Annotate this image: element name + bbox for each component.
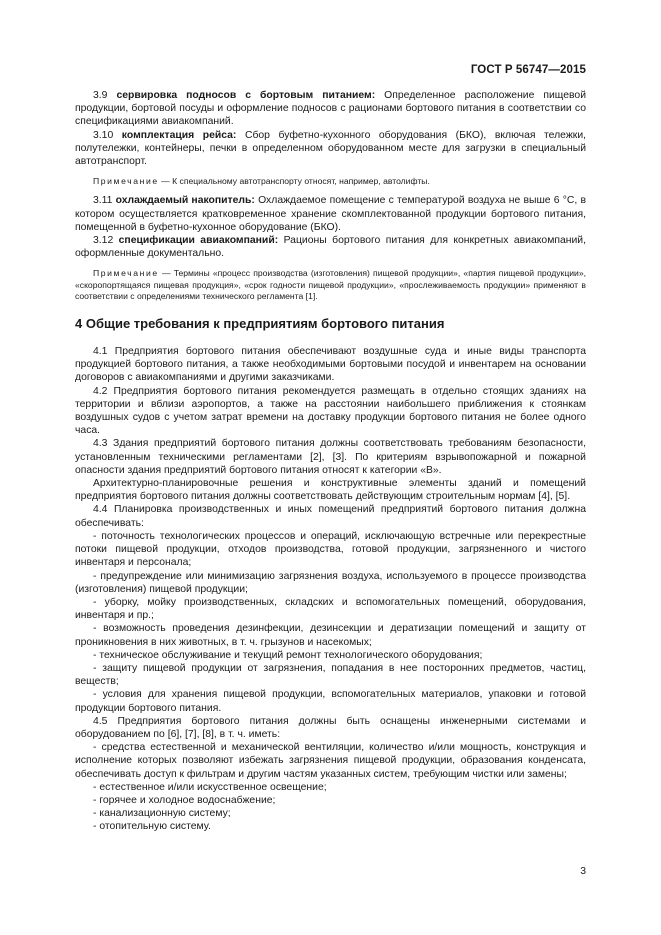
list-item: - предупреждение или минимизацию загрязнения воздуха, используемого в процессе производства (изготовления) пищевой продукции;: [75, 570, 586, 595]
section-heading: 4 Общие требования к предприятиям бортового питания: [75, 316, 445, 332]
note-text: — Термины «процесс производства (изготовления) пищевой продукции», «партия пищевой продукции», «скоропортящаяся пищевая продукция», «срок годности пищевой продукции», «прослеживаемость продукции» применяют в соответствии с определениями технического регламента [1].: [75, 268, 587, 301]
item-number: 3.10: [93, 129, 114, 141]
list-item: - горячее и холодное водоснабжение;: [93, 794, 276, 806]
note-label: Примечание: [93, 268, 159, 279]
list-item: - естественное и/или искусственное освещение;: [93, 781, 327, 793]
paragraph-4-4: 4.4 Планировка производственных и иных помещений предприятий бортового питания должна обеспечивать:: [75, 504, 586, 529]
item-number: 3.12: [93, 235, 114, 247]
page-number: 3: [580, 866, 586, 877]
term: сервировка подносов с бортовым питанием:: [116, 90, 376, 101]
paragraph-4-3: 4.3 Здания предприятий бортового питания должны соответствовать требованиям безопасности, установленным техническими регламентами [2], [3]. По критериям взрывопожарной и пожарной опасности здания предприятий бортового питания относят к категории «В».: [75, 438, 586, 476]
item-number: 3.11: [93, 195, 113, 207]
note-1: [75, 176, 586, 187]
list-item: - отопительную систему.: [93, 821, 211, 833]
item-3-12: [75, 234, 586, 260]
term: спецификации авиакомпаний:: [118, 235, 279, 247]
document-code: ГОСТ Р 56747—2015: [470, 64, 586, 76]
list-item: - условия для хранения пищевой продукции, вспомогательных материалов, упаковки и готовой продукции бортового питания.: [75, 689, 586, 714]
item-3-10: [75, 129, 586, 169]
paragraph-4-2: 4.2 Предприятия бортового питания рекомендуется размещать в отдельно стоящих зданиях на территории и вблизи аэропортов, а также на расстоянии наибольшего приближения к стоянкам воздушных судов с учетом затрат времени на доставку продукции бортового питания не более одного часа.: [75, 385, 586, 437]
list-item: - возможность проведения дезинфекции, дезинсекции и дератизации помещений и защиту от проникновения в них животных, в т. ч. грызунов и насекомых;: [75, 623, 586, 648]
definition: Охлаждаемое помещение с температурой воздуха не выше 6 °С, в котором осуществляется кратковременное хранение скомплектованной продукции бортового питания, помещенной в буфетно-кухонное оборудование (БКО).: [75, 195, 587, 233]
definition: Определенное расположение пищевой продукции, бортовой посуды и оформление подносов с рационами бортового питания в соответствии со спецификациями авиакомпаний.: [75, 90, 586, 128]
list-item: - канализационную систему;: [93, 808, 231, 820]
note-2: [75, 268, 586, 302]
note-label: Примечание: [93, 176, 159, 187]
list-item: - средства естественной и механической вентиляции, количество и/или мощность, конструкция и исполнение которых позволяют избежать загрязнения пищевой продукции, образования конденсата, обеспечивать доступ к фильтрам и другим частям указанных систем, требующим чистки или замены;: [75, 742, 586, 780]
term: охлаждаемый накопитель:: [115, 195, 255, 207]
item-number: 3.9: [93, 90, 108, 101]
list-4-4: [75, 530, 586, 715]
list-item: - защиту пищевой продукции от загрязнения, попадания в нее посторонних предметов, частиц, веществ;: [75, 662, 586, 688]
note-text: — К специальному автотранспорту относят, например, автолифты.: [161, 176, 430, 187]
paragraph-4-1: 4.1 Предприятия бортового питания обеспечивают воздушные суда и иные виды транспорта продукцией бортового питания, а также необходимыми бортовыми посудой и инвентарем на основании договоров с авиакомпаниями и другими заказчиками.: [75, 346, 586, 384]
term: комплектация рейса:: [121, 129, 237, 141]
page-content: [75, 89, 586, 834]
item-3-11: [75, 194, 586, 234]
definition: Сбор буфетно-кухонного оборудования (БКО), включая тележки, полутележки, контейнеры, печки в определенном оборудованном месте для загрузки в специальный автотранспорт.: [75, 129, 587, 168]
list-item: - уборку, мойку производственных, складских и вспомогательных помещений, оборудования, инвентаря и пр.;: [75, 596, 586, 622]
list-4-5: [75, 741, 586, 833]
list-item: - поточность технологических процессов и операций, исключающую встречные или перекрестные потоки пищевой продукции, отходов производства, готовой продукции, загрязненного и чистого инвентаря и персонала;: [75, 530, 586, 569]
paragraph-4-3-b: Архитектурно-планировочные решения и конструктивные элементы зданий и помещений предприятия бортового питания должны соответствовать действующим строительным нормам [4], [5].: [75, 478, 586, 503]
paragraph-4-5: 4.5 Предприятия бортового питания должны быть оснащены инженерными системами и оборудованием по [6], [7], [8], в т. ч. иметь:: [75, 715, 586, 740]
item-3-9: [75, 89, 586, 129]
definition: Рационы бортового питания для конкретных авиакомпаний, оформленные документально.: [75, 235, 586, 260]
list-item: - техническое обслуживание и текущий ремонт технологического оборудования;: [93, 649, 483, 661]
